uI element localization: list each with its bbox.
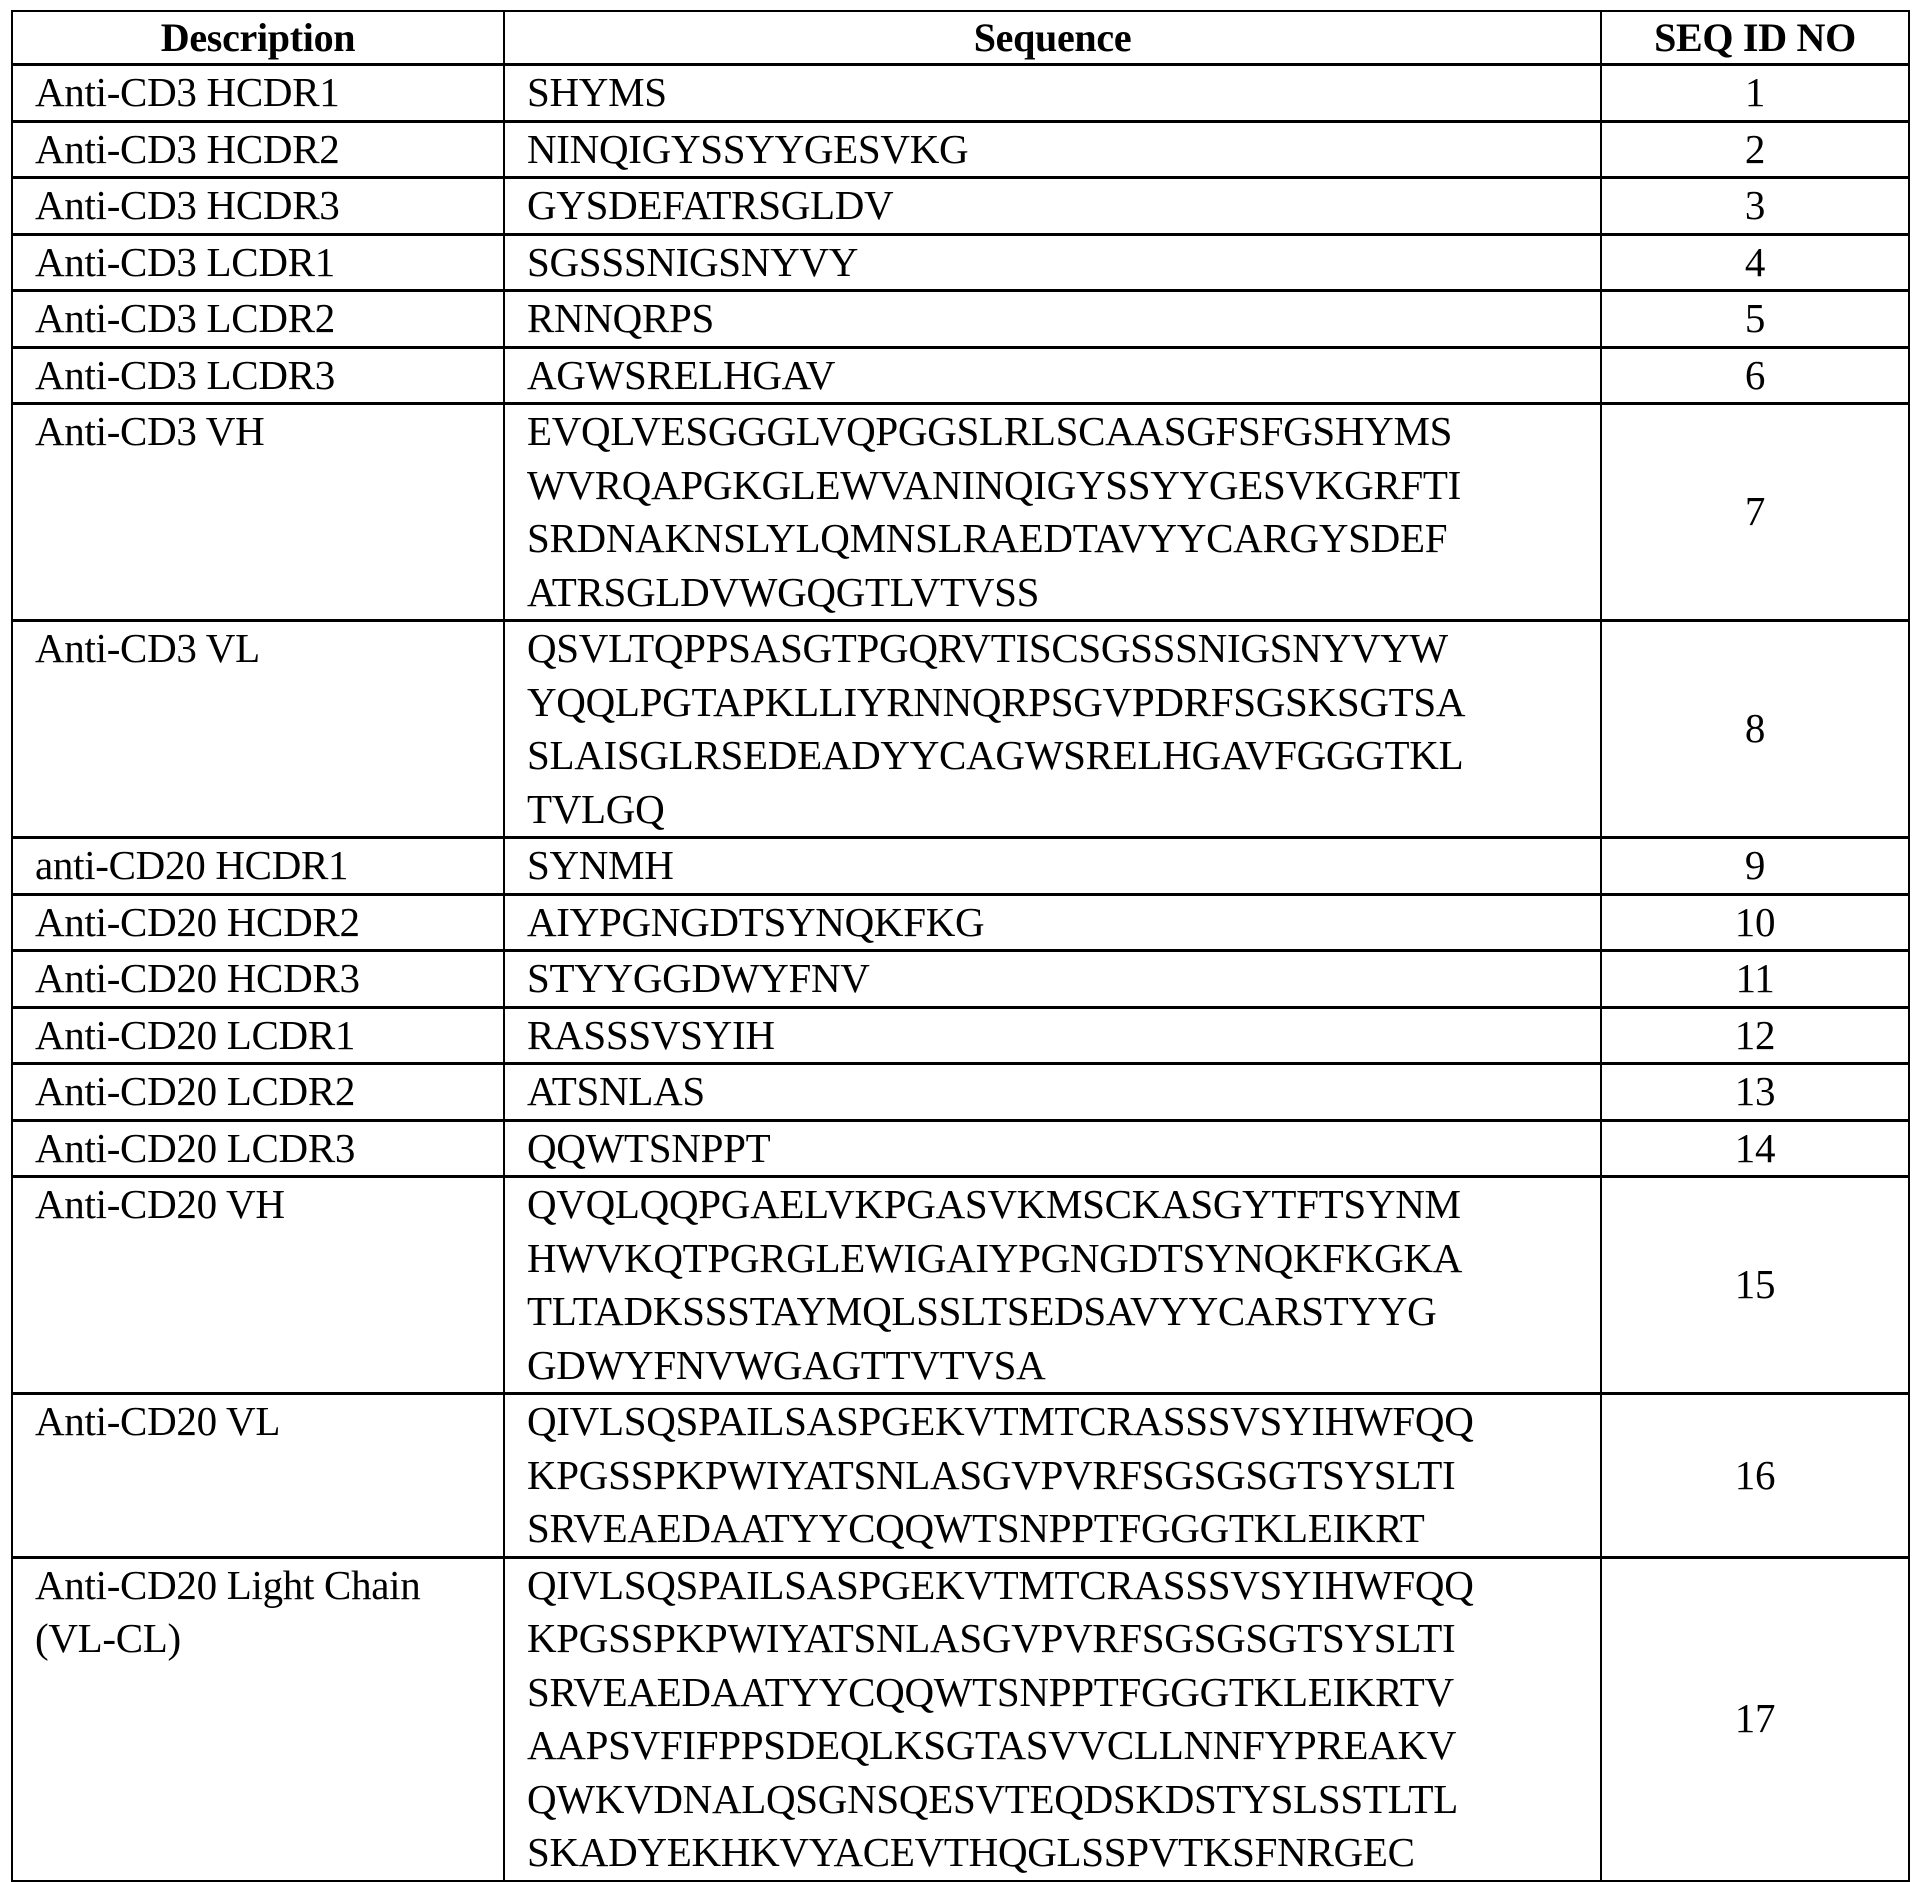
sequence-line: YQQLPGTAPKLLIYRNNQRPSGVPDRFSGSKSGTSA <box>527 678 1466 725</box>
sequence-cell <box>504 347 1601 404</box>
description-cell <box>12 347 504 404</box>
description-text: anti-CD20 HCDR1 <box>35 842 349 888</box>
sequence-line: ATSNLAS <box>527 1068 705 1114</box>
sequence-cell <box>504 404 1601 621</box>
description-text: Anti-CD20 VH <box>35 1181 285 1227</box>
header-description: Description <box>12 11 504 65</box>
sequence-line: ATRSGLDVWGQGTLVTVSS <box>527 568 1040 615</box>
description-cell <box>12 621 504 838</box>
seq-id-cell: 16 <box>1601 1394 1909 1558</box>
sequence-line: GYSDEFATRSGLDV <box>527 182 894 228</box>
description-text: Anti-CD20 HCDR3 <box>35 955 360 1001</box>
sequence-line: QIVLSQSPAILSASPGEKVTMTCRASSSVSYIHWFQQ <box>527 1561 1474 1608</box>
header-row <box>12 11 1909 65</box>
description-cell <box>12 1177 504 1394</box>
sequence-cell <box>504 1120 1601 1177</box>
description-text: Anti-CD20 LCDR2 <box>35 1068 356 1114</box>
description-text: Anti-CD3 VL <box>35 625 260 671</box>
sequence-cell <box>504 121 1601 178</box>
seq-id-cell: 17 <box>1601 1557 1909 1881</box>
sequence-cell <box>504 838 1601 895</box>
description-cell <box>12 1394 504 1558</box>
table-row <box>12 404 1909 621</box>
seq-id-cell: 14 <box>1601 1120 1909 1177</box>
sequence-line: RASSSVSYIH <box>527 1011 775 1058</box>
table-row <box>12 1064 1909 1121</box>
sequence-line: AIYPGNGDTSYNQKFKG <box>527 898 985 945</box>
description-text: Anti-CD3 LCDR1 <box>35 238 335 285</box>
table-row <box>12 291 1909 348</box>
description-text: Anti-CD3 HCDR2 <box>35 125 340 172</box>
sequence-line: SGSSSNIGSNYVY <box>527 238 859 285</box>
description-cell <box>12 178 504 235</box>
description-cell <box>12 894 504 951</box>
table-row <box>12 65 1909 122</box>
description-cell <box>12 1120 504 1177</box>
sequence-cell <box>504 1007 1601 1064</box>
sequence-line: QQWTSNPPT <box>527 1124 771 1171</box>
seq-id-cell: 7 <box>1601 404 1909 621</box>
sequence-line: KPGSSPKPWIYATSNLASGVPVRFSGSGSGTSYSLTI <box>527 1451 1456 1498</box>
sequence-line: SRVEAEDAATYYCQQWTSNPPTFGGGTKLEIKRT <box>527 1505 1425 1551</box>
description-text: (VL-CL) <box>35 1615 181 1661</box>
sequence-line: SLAISGLRSEDEADYYCAGWSRELHGAVFGGGTKL <box>527 732 1464 778</box>
sequence-line: QWKVDNALQSGNSQESVTEQDSKDSTYSLSSTLTL <box>527 1775 1459 1822</box>
sequence-line: QIVLSQSPAILSASPGEKVTMTCRASSSVSYIHWFQQ <box>527 1398 1474 1444</box>
seq-id-cell: 15 <box>1601 1177 1909 1394</box>
description-cell <box>12 838 504 895</box>
description-cell <box>12 291 504 348</box>
table-row <box>12 1394 1909 1558</box>
sequence-line: QSVLTQPPSASGTPGQRVTISCSGSSSNIGSNYVYW <box>527 625 1448 671</box>
sequence-line: STYYGGDWYFNV <box>527 955 870 1001</box>
seq-id-cell: 2 <box>1601 121 1909 178</box>
description-text: Anti-CD20 HCDR2 <box>35 898 360 945</box>
seq-id-cell: 11 <box>1601 951 1909 1008</box>
description-cell <box>12 234 504 291</box>
sequence-cell <box>504 291 1601 348</box>
table-body <box>12 65 1909 1881</box>
sequence-line: SYNMH <box>527 842 674 888</box>
description-text: Anti-CD3 LCDR2 <box>35 295 335 341</box>
seq-id-cell: 9 <box>1601 838 1909 895</box>
sequence-line: EVQLVESGGGLVQPGGSLRLSCAASGFSFGSHYMS <box>527 408 1453 454</box>
table-row <box>12 621 1909 838</box>
description-cell <box>12 1064 504 1121</box>
sequence-line: SRDNAKNSLYLQMNSLRAEDTAVYYCARGYSDEF <box>527 515 1448 561</box>
sequence-line: GDWYFNVWGAGTTVTVSA <box>527 1341 1046 1388</box>
description-cell <box>12 951 504 1008</box>
sequence-cell <box>504 1394 1601 1558</box>
table-row <box>12 838 1909 895</box>
seq-id-cell: 12 <box>1601 1007 1909 1064</box>
description-text: Anti-CD20 Light Chain <box>35 1561 421 1608</box>
table-row <box>12 234 1909 291</box>
sequence-line: QVQLQQPGAELVKPGASVKMSCKASGYTFTSYNM <box>527 1181 1461 1227</box>
sequence-line: RNNQRPS <box>527 295 715 341</box>
sequence-line: TLTADKSSSTAYMQLSSLTSEDSAVYYCARSTYYG <box>527 1288 1437 1334</box>
sequence-cell <box>504 621 1601 838</box>
sequence-line: SKADYEKHKVYACEVTHQGLSSPVTKSFNRGEC <box>527 1829 1415 1875</box>
description-text: Anti-CD3 HCDR1 <box>35 69 340 115</box>
table-row <box>12 178 1909 235</box>
sequence-line: SHYMS <box>527 69 667 115</box>
sequence-line: WVRQAPGKGLEWVANINQIGYSSYYGESVKGRFTI <box>527 461 1462 508</box>
description-text: Anti-CD3 VH <box>35 408 265 454</box>
description-text: Anti-CD20 LCDR1 <box>35 1011 356 1058</box>
description-text: Anti-CD20 LCDR3 <box>35 1124 356 1171</box>
seq-id-cell: 8 <box>1601 621 1909 838</box>
sequence-line: HWVKQTPGRGLEWIGAIYPGNGDTSYNQKFKGKA <box>527 1234 1463 1281</box>
description-text: Anti-CD3 LCDR3 <box>35 351 335 398</box>
sequence-cell <box>504 65 1601 122</box>
sequence-line: AGWSRELHGAV <box>527 351 836 398</box>
sequence-cell <box>504 1557 1601 1881</box>
sequence-line: AAPSVFIFPPSDEQLKSGTASVVCLLNNFYPREAKV <box>527 1722 1457 1768</box>
description-text: Anti-CD3 HCDR3 <box>35 182 340 228</box>
description-cell <box>12 1557 504 1881</box>
sequence-cell <box>504 951 1601 1008</box>
table-row <box>12 121 1909 178</box>
seq-id-cell: 3 <box>1601 178 1909 235</box>
description-cell <box>12 65 504 122</box>
sequence-line: SRVEAEDAATYYCQQWTSNPPTFGGGTKLEIKRTV <box>527 1668 1454 1715</box>
sequence-cell <box>504 1177 1601 1394</box>
sequence-cell <box>504 1064 1601 1121</box>
seq-id-cell: 5 <box>1601 291 1909 348</box>
table-row <box>12 1007 1909 1064</box>
seq-id-cell: 4 <box>1601 234 1909 291</box>
sequence-cell <box>504 234 1601 291</box>
description-text: Anti-CD20 VL <box>35 1398 281 1444</box>
table-row <box>12 1557 1909 1881</box>
table-row <box>12 347 1909 404</box>
sequence-line: KPGSSPKPWIYATSNLASGVPVRFSGSGSGTSYSLTI <box>527 1615 1456 1661</box>
table-row <box>12 1120 1909 1177</box>
sequence-line: TVLGQ <box>527 785 665 832</box>
sequence-line: NINQIGYSSYYGESVKG <box>527 125 969 172</box>
seq-id-cell: 6 <box>1601 347 1909 404</box>
seq-id-cell: 1 <box>1601 65 1909 122</box>
sequence-cell <box>504 894 1601 951</box>
seq-id-cell: 10 <box>1601 894 1909 951</box>
table-row <box>12 894 1909 951</box>
table-row <box>12 1177 1909 1394</box>
description-cell <box>12 1007 504 1064</box>
description-cell <box>12 121 504 178</box>
seq-id-cell: 13 <box>1601 1064 1909 1121</box>
description-cell <box>12 404 504 621</box>
sequence-table <box>11 10 1910 1882</box>
table-row <box>12 951 1909 1008</box>
header-sequence: Sequence <box>504 11 1601 65</box>
header-seq-id: SEQ ID NO <box>1601 11 1909 65</box>
sequence-cell <box>504 178 1601 235</box>
